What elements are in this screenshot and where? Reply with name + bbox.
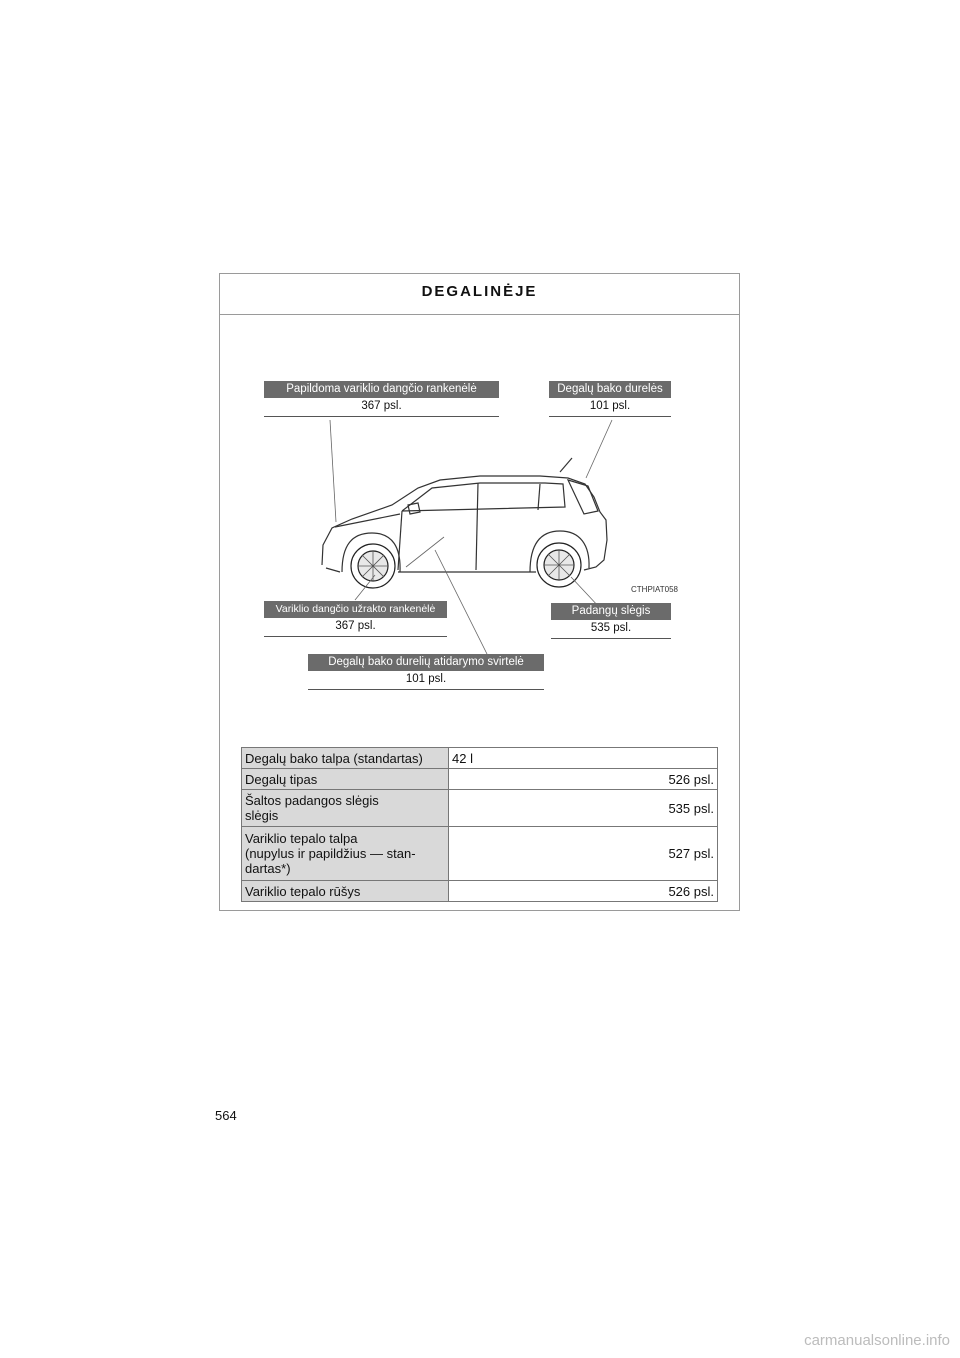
spec-label-line: (nupylus ir papildžius — stan- [245, 846, 416, 861]
callout-page-ref: 367 psl. [264, 398, 499, 417]
page-number: 564 [215, 1108, 237, 1123]
antenna [560, 458, 572, 472]
spec-label-line: slėgis [245, 808, 279, 823]
leader-fuel-door [586, 420, 612, 478]
spec-value: 42 l [449, 748, 718, 769]
callout-label: Papildoma variklio dangčio rankenėlė [264, 381, 499, 398]
section-title: DEGALINĖJE [421, 283, 538, 300]
hood-line [335, 514, 400, 527]
callout-label: Padangų slėgis [551, 603, 671, 620]
watermark: carmanualsonline.info [804, 1332, 950, 1349]
spec-label [242, 790, 449, 827]
leader-fuel-opener-2 [406, 537, 444, 567]
callout-page-ref: 535 psl. [551, 620, 671, 639]
table-row [242, 881, 718, 902]
spec-value: 526 psl. [449, 881, 718, 902]
table-row [242, 748, 718, 769]
callout-hood-lock-release [264, 601, 447, 637]
image-code: CTHPIAT058 [631, 585, 678, 594]
callout-page-ref: 367 psl. [264, 618, 447, 637]
spec-value: 527 psl. [449, 827, 718, 881]
spec-value: 535 psl. [449, 790, 718, 827]
table-row [242, 790, 718, 827]
mirror [408, 503, 420, 514]
spec-label: Degalų tipas [242, 769, 449, 790]
callout-label: Degalų bako durelės [549, 381, 671, 398]
spec-label-line: Variklio tepalo talpa [245, 831, 358, 846]
door-divider-1 [476, 483, 478, 570]
callout-label: Variklio dangčio užrakto rankenėlė [264, 601, 447, 618]
spec-label: Variklio tepalo rūšys [242, 881, 449, 902]
side-windows [402, 483, 565, 511]
table-row [242, 769, 718, 790]
specs-table [241, 747, 718, 902]
spec-label: Degalų bako talpa (standartas) [242, 748, 449, 769]
callout-label: Degalų bako durelių atidarymo svirtelė [308, 654, 544, 671]
table-row [242, 827, 718, 881]
leader-hood-extra [330, 420, 336, 522]
door-divider-2 [538, 484, 540, 510]
callout-tire-pressure [551, 603, 671, 639]
spec-label-line: dartas*) [245, 861, 291, 876]
callout-fuel-door-opener [308, 654, 544, 690]
callout-hood-release-extra [264, 381, 499, 417]
callout-fuel-door [549, 381, 671, 417]
callout-page-ref: 101 psl. [549, 398, 671, 417]
spec-value: 526 psl. [449, 769, 718, 790]
spec-label-line: Šaltos padangos slėgis [245, 793, 379, 808]
callout-page-ref: 101 psl. [308, 671, 544, 690]
spec-label [242, 827, 449, 881]
